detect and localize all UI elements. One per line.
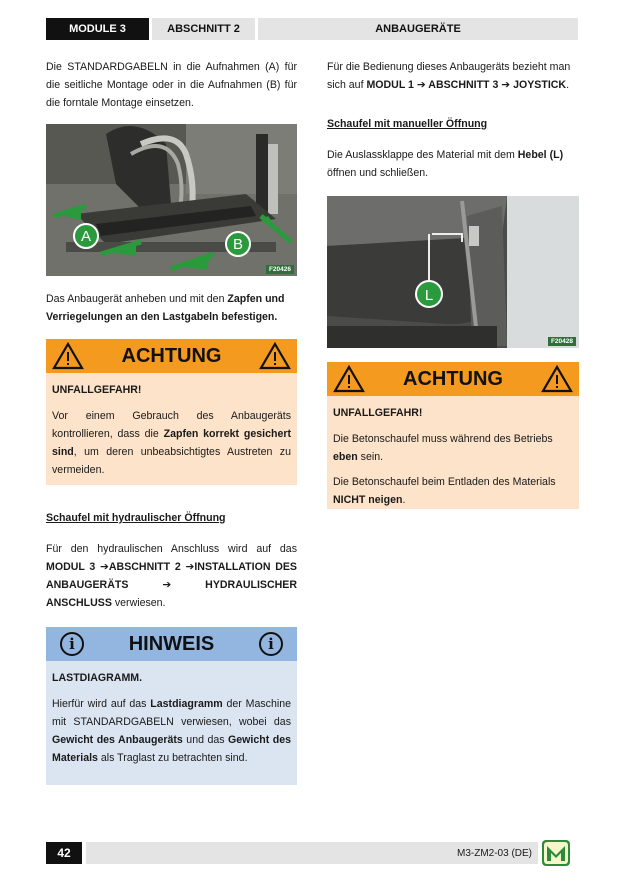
- warning-header-right: [327, 362, 579, 396]
- hydraulic-heading: Schaufel mit hydraulischer Öffnung: [46, 512, 226, 524]
- warning-header-left: [46, 339, 297, 373]
- note-text-bold: Gewicht des Anbaugeräts: [52, 734, 183, 746]
- label-l: L: [424, 287, 434, 304]
- warning-text-bold: Zapfen korrekt gesichert sind: [52, 428, 292, 458]
- warning-title: ACHTUNG: [403, 367, 503, 390]
- warning-triangle-icon: [333, 365, 365, 393]
- lift-text-bold: Zapfen und Verriegelungen an den Lastgabeln befestigen.: [46, 293, 285, 323]
- warning-text: Vor einem Gebrauch des Anbaugeräts kontrollieren, dass die: [52, 410, 291, 440]
- manual-heading: Schaufel mit manueller Öffnung: [327, 118, 488, 130]
- info-icon: i: [60, 632, 84, 656]
- warning-text-bold: eben: [333, 451, 358, 463]
- hydraulic-paragraph: [46, 540, 297, 612]
- note-body: [46, 661, 297, 785]
- label-a: A: [80, 228, 92, 245]
- hydraulic-link: MODUL 3 ➔ABSCHNITT 2 ➔INSTALLATION DES ANBAUGERÄTS ➔ HYDRAULISCHER ANSCHLUSS: [46, 561, 297, 609]
- hydraulic-text-end: verwiesen.: [111, 597, 166, 609]
- hydraulic-text: Für den hydraulischen Anschluss wird auf das: [46, 543, 297, 555]
- note-text: der Maschine mit STANDARDGABELN verwiesen, wobei das: [52, 698, 291, 728]
- note-text: und das: [182, 734, 229, 746]
- page-number: 42: [46, 842, 82, 864]
- warning-text-end: , um deren unbeabsichtigtes Austreten zu vermeiden.: [52, 446, 291, 476]
- note-title: HINWEIS: [128, 632, 215, 655]
- operation-paragraph: [327, 58, 579, 94]
- section-tab: ABSCHNITT 2: [152, 18, 255, 40]
- module-tab: MODULE 3: [46, 18, 149, 40]
- note-subtitle: LASTDIAGRAMM.: [52, 672, 143, 684]
- lift-text: Das Anbaugerät anheben und mit den: [46, 293, 228, 305]
- manual-text: Die Auslassklappe des Material mit dem: [327, 149, 518, 161]
- note-header: [46, 627, 297, 661]
- warning-body-right: [327, 396, 579, 509]
- warning-text-end: .: [402, 494, 406, 506]
- note-text-bold: Gewicht des Materials: [52, 734, 291, 764]
- operation-link: MODUL 1 ➔ ABSCHNITT 3 ➔ JOYSTICK: [366, 79, 567, 91]
- hydraulic-heading-block: [46, 509, 297, 527]
- warning-body-left: [46, 373, 297, 485]
- warning-triangle-icon: [259, 342, 291, 370]
- fork-mounting-illustration: [46, 124, 297, 276]
- intro-text: Die STANDARDGABELN in die Aufnahmen (A) für die seitliche Montage oder in die Aufnahmen (B) für die forntale Montage einsetzen.: [46, 61, 297, 109]
- warning-text-bold: NICHT neigen: [333, 494, 403, 506]
- warning-text-end: sein.: [357, 451, 384, 463]
- info-icon: i: [259, 632, 283, 656]
- fork-mounting-photo: [46, 124, 297, 276]
- photo-code: F20426: [266, 265, 294, 274]
- warning-text: Die Betonschaufel beim Entladen des Materials: [333, 476, 556, 488]
- footer-bar: [86, 842, 538, 864]
- photo-code: F20428: [548, 337, 576, 346]
- warning-subtitle: UNFALLGEFAHR!: [52, 384, 142, 396]
- note-text: als Traglast zu betrachten sind.: [97, 752, 248, 764]
- label-b: B: [232, 236, 244, 253]
- manual-text-bold: Hebel (L): [517, 149, 564, 161]
- document-code: M3-ZM2-03 (DE): [456, 847, 532, 859]
- bucket-lever-photo: [327, 196, 579, 348]
- intro-paragraph: [46, 58, 297, 112]
- warning-triangle-icon: [541, 365, 573, 393]
- warning-text: Die Betonschaufel muss während des Betriebs: [333, 433, 553, 445]
- note-text: Hierfür wird auf das: [52, 698, 151, 710]
- warning-triangle-icon: [52, 342, 84, 370]
- operation-text: Für die Bedienung dieses Anbaugeräts bezieht man sich auf: [327, 61, 571, 91]
- warning-subtitle: UNFALLGEFAHR!: [333, 407, 423, 419]
- manufacturer-logo-icon: [542, 840, 570, 866]
- manual-text-end: öffnen und schließen.: [327, 167, 429, 179]
- manual-heading-block: [327, 115, 579, 133]
- lift-paragraph: [46, 290, 297, 326]
- operation-text-end: .: [566, 79, 570, 91]
- chapter-title: ANBAUGERÄTE: [258, 18, 578, 40]
- warning-title: ACHTUNG: [121, 344, 222, 367]
- note-text-bold: Lastdiagramm: [150, 698, 223, 710]
- bucket-lever-illustration: [327, 196, 579, 348]
- manual-paragraph: [327, 146, 579, 182]
